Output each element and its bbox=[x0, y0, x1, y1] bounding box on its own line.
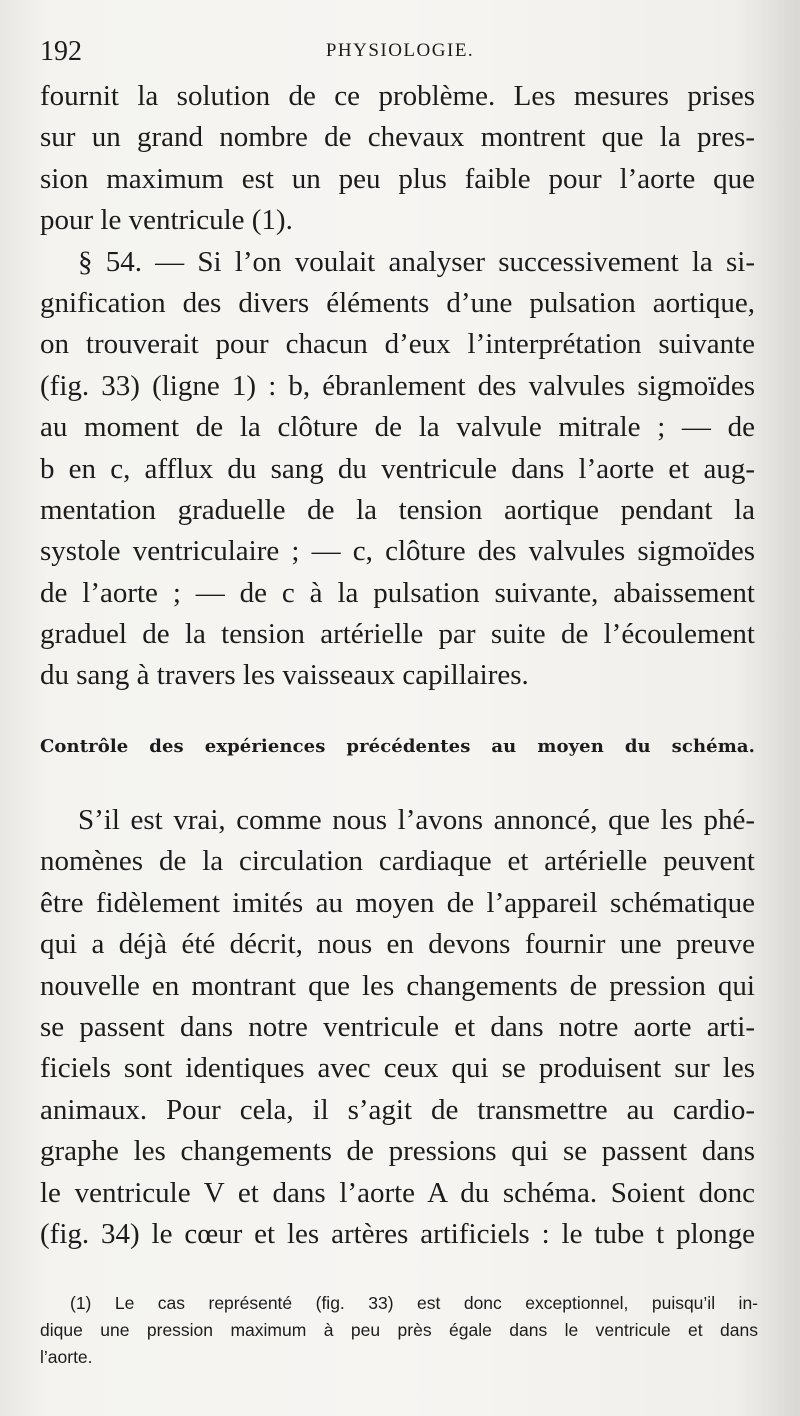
paragraph-3 bbox=[40, 800, 755, 1255]
footnote bbox=[40, 1290, 758, 1371]
text-line: animaux. Pour cela, il s’agit de transmettre au cardio- bbox=[40, 1093, 755, 1126]
paragraph-1 bbox=[40, 76, 755, 242]
footnote-line: dique une pression maximum à peu près égale dans le ventricule et dans bbox=[40, 1320, 758, 1340]
running-head: PHYSIOLOGIE. bbox=[325, 40, 475, 61]
text-line: § 54. — Si l’on voulait analyser successivement la si- bbox=[78, 245, 755, 278]
text-line: nouvelle en montrant que les changements de pression qui bbox=[40, 969, 755, 1002]
text-line: graphe les changements de pressions qui se passent dans bbox=[40, 1135, 755, 1168]
text-line: au moment de la clôture de la valvule mitrale ; — de bbox=[40, 411, 755, 444]
text-line: qui a déjà été décrit, nous en devons fournir une preuve bbox=[40, 928, 755, 961]
text-line: le ventricule V et dans l’aorte A du schéma. Soient donc bbox=[40, 1176, 755, 1209]
page-header bbox=[40, 34, 760, 74]
text-line: pour le ventricule (1). bbox=[40, 204, 293, 237]
footnote-line: (1) Le cas représenté (fig. 33) est donc exceptionnel, puisqu’il in- bbox=[70, 1293, 758, 1313]
text-line: (fig. 33) (ligne 1) : b, ébranlement des valvules sigmoïdes bbox=[40, 369, 755, 402]
text-line: de l’aorte ; — de c à la pulsation suivante, abaissement bbox=[40, 576, 755, 609]
text-line: ficiels sont identiques avec ceux qui se produisent sur les bbox=[40, 1052, 755, 1085]
text-line: du sang à travers les vaisseaux capillaires. bbox=[40, 659, 529, 692]
text-line: sur un grand nombre de chevaux montrent que la pres- bbox=[40, 121, 755, 154]
text-line: (fig. 34) le cœur et les artères artificiels : le tube t plonge bbox=[40, 1217, 755, 1250]
text-line: mentation graduelle de la tension aortique pendant la bbox=[40, 493, 755, 526]
text-line: être fidèlement imités au moyen de l’appareil schématique bbox=[40, 886, 755, 919]
section-heading: Contrôle des expériences précédentes au moyen du schéma. bbox=[40, 736, 755, 757]
main-text-lower bbox=[40, 800, 755, 1255]
text-line: fournit la solution de ce problème. Les mesures prises bbox=[40, 80, 755, 112]
page-number: 192 bbox=[40, 36, 82, 67]
text-line: graduel de la tension artérielle par suite de l’écoulement bbox=[40, 618, 755, 651]
main-text-upper bbox=[40, 76, 755, 697]
text-line: on trouverait pour chacun d’eux l’interprétation suivante bbox=[40, 328, 755, 361]
text-line: systole ventriculaire ; — c, clôture des valvules sigmoïdes bbox=[40, 535, 755, 568]
paragraph-2 bbox=[40, 242, 755, 697]
text-line: sion maximum est un peu plus faible pour l’aorte que bbox=[40, 162, 755, 195]
text-line: S’il est vrai, comme nous l’avons annoncé, que les phé- bbox=[78, 804, 755, 836]
text-line: se passent dans notre ventricule et dans notre aorte arti- bbox=[40, 1010, 755, 1043]
text-line: nomènes de la circulation cardiaque et artérielle peuvent bbox=[40, 845, 755, 878]
footnote-line: l’aorte. bbox=[40, 1347, 93, 1367]
text-line: b en c, afflux du sang du ventricule dans l’aorte et aug- bbox=[40, 452, 755, 485]
text-line: gnification des divers éléments d’une pulsation aortique, bbox=[40, 286, 755, 319]
